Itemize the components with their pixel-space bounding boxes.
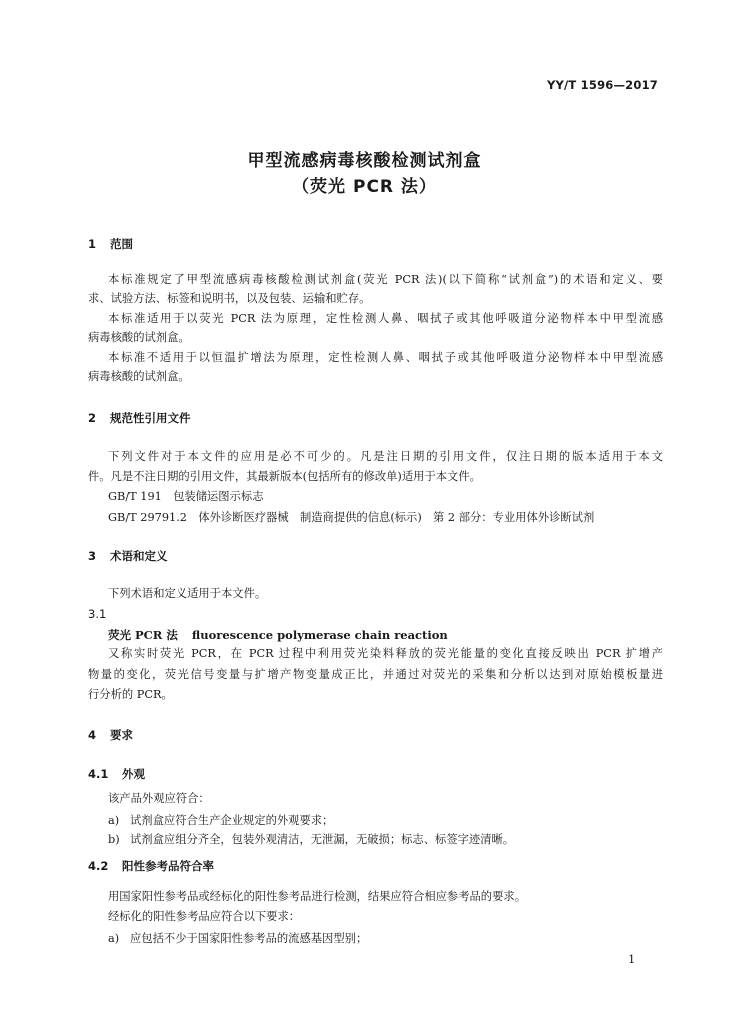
paragraph-line: 求、试验方法、标签和说明书，以及包装、运输和贮存。 <box>88 292 371 305</box>
paragraph-line: 该产品外观应符合： <box>108 792 210 805</box>
term-chinese: 荧光 PCR 法 <box>108 628 178 642</box>
paragraph-line: 物量的变化，荧光信号变量与扩增产物变量成正比，并通过对荧光的采集和分析以达到对原始模板量进 <box>88 668 663 681</box>
section-title: 范围 <box>110 237 133 251</box>
paragraph-line: 本标准规定了甲型流感病毒核酸检测试剂盒(荧光 PCR 法)(以下简称“试剂盒”)的术语和定义、要 <box>108 273 663 286</box>
section-1-heading <box>88 236 133 252</box>
section-2-heading <box>88 410 191 426</box>
section-title: 外观 <box>122 767 145 781</box>
section-number: 4.1 <box>88 767 109 781</box>
normative-reference: GB/T 191 包装储运图示标志 <box>108 490 264 503</box>
list-marker: a) <box>108 814 120 827</box>
term-english: fluorescence polymerase chain reaction <box>191 628 448 642</box>
paragraph-line: 下列术语和定义适用于本文件。 <box>108 587 267 600</box>
list-text: 试剂盒应组分齐全，包装外观清洁，无泄漏，无破损；标志、标签字迹清晰。 <box>130 833 515 846</box>
term-number: 3.1 <box>88 607 107 621</box>
section-4-heading <box>88 727 133 743</box>
paragraph-line: 行分析的 PCR。 <box>88 688 173 701</box>
normative-reference: GB/T 29791.2 体外诊断医疗器械 制造商提供的信息(标示) 第 2 部分：专业用体外诊断试剂 <box>108 511 595 524</box>
list-marker: b) <box>108 833 120 846</box>
section-number: 3 <box>88 549 97 563</box>
section-number: 2 <box>88 411 97 425</box>
section-number: 4.2 <box>88 859 109 873</box>
paragraph-line: 又称实时荧光 PCR，在 PCR 过程中利用荧光染料释放的荧光能量的变化直接反映出 PCR 扩增产 <box>108 647 663 660</box>
list-item <box>108 812 333 828</box>
paragraph-line: 件。凡是不注日期的引用文件，其最新版本(包括所有的修改单)适用于本文件。 <box>88 470 481 483</box>
list-marker: a) <box>108 932 120 945</box>
section-4-2-heading <box>88 858 214 874</box>
section-title: 阳性参考品符合率 <box>122 859 214 873</box>
paragraph-line: 本标准不适用于以恒温扩增法为原理，定性检测人鼻、咽拭子或其他呼吸道分泌物样本中甲型流感 <box>108 351 663 364</box>
list-text: 应包括不少于国家阳性参考品的流感基因型别； <box>130 932 368 945</box>
list-text: 试剂盒应符合生产企业规定的外观要求； <box>130 814 334 827</box>
paragraph-line: 病毒核酸的试剂盒。 <box>88 370 190 383</box>
paragraph-line: 病毒核酸的试剂盒。 <box>88 331 190 344</box>
section-3-heading <box>88 548 168 564</box>
paragraph-line: 经标化的阳性参考品应符合以下要求： <box>108 910 301 923</box>
page-number: 1 <box>628 952 636 966</box>
paragraph-line: 本标准适用于以荧光 PCR 法为原理，定性检测人鼻、咽拭子或其他呼吸道分泌物样本中甲型流感 <box>108 312 663 325</box>
standard-code: YY/T 1596—2017 <box>546 78 658 92</box>
document-title: 甲型流感病毒核酸检测试剂盒 <box>247 151 482 171</box>
section-4-1-heading <box>88 766 145 782</box>
paragraph-line: 用国家阳性参考品或经标化的阳性参考品进行检测，结果应符合相应参考品的要求。 <box>108 890 526 903</box>
list-item <box>108 930 367 946</box>
section-title: 要求 <box>110 728 133 742</box>
section-title: 规范性引用文件 <box>110 411 191 425</box>
section-number: 4 <box>88 728 97 742</box>
term-entry <box>108 627 448 643</box>
section-number: 1 <box>88 237 97 251</box>
document-subtitle: （荧光 PCR 法） <box>292 177 437 197</box>
paragraph-line: 下列文件对于本文件的应用是必不可少的。凡是注日期的引用文件，仅注日期的版本适用于本文 <box>108 450 663 463</box>
section-title: 术语和定义 <box>110 549 168 563</box>
list-item <box>108 831 514 847</box>
